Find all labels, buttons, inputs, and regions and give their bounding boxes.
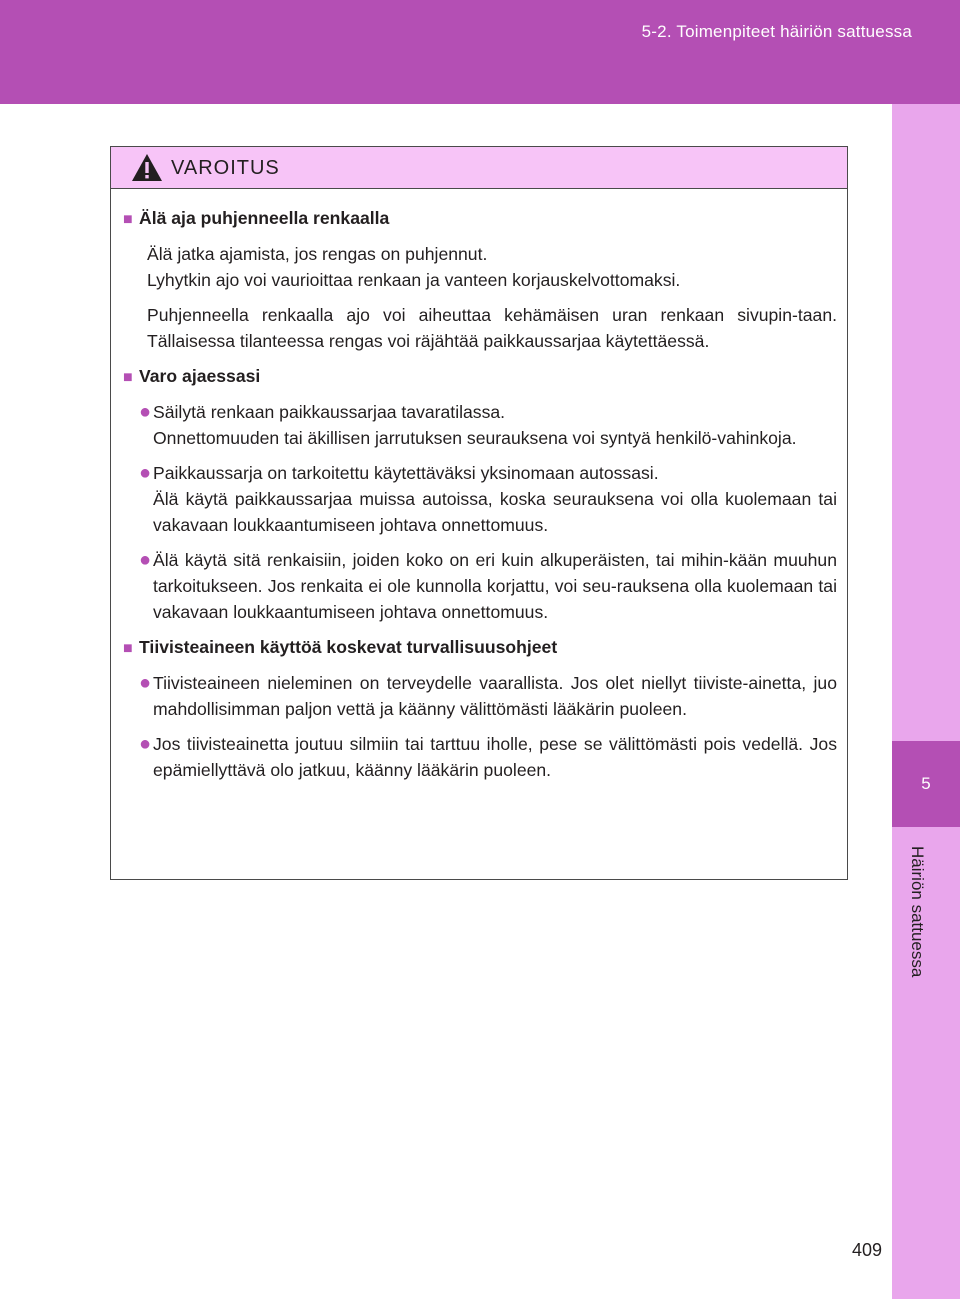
warning-body bbox=[111, 189, 847, 783]
section-heading: ■ Tiivisteaineen käyttöä koskevat turvallisuusohjeet bbox=[123, 634, 837, 662]
list-item: ● Tiivisteaineen nieleminen on terveydelle vaarallista. Jos olet niellyt tiiviste-ainetta, juo mahdollisimman paljon vettä ja käänny välittömästi lääkärin puoleen. bbox=[139, 670, 837, 722]
header-bar bbox=[0, 0, 960, 104]
list-item: ● Paikkaussarja on tarkoitettu käytettäväksi yksinomaan autossasi. Älä käytä paikkaussarjaa muissa autoissa, koska seurauksena voi olla kuolemaan tai vakavaan loukkaantumiseen johtava onnettomuus. bbox=[139, 460, 837, 538]
list-item: ● Älä käytä sitä renkaisiin, joiden koko on eri kuin alkuperäisten, tai mihin-kään muuhun tarkoitukseen. Jos renkaita ei ole kunnolla korjattu, voi seu-rauksena olla kuolemaan tai vakavaan loukkaantumiseen johtava onnettomuus. bbox=[139, 547, 837, 625]
section-heading: ■ Älä aja puhjenneella renkaalla bbox=[123, 205, 837, 233]
section-heading: ■ Varo ajaessasi bbox=[123, 363, 837, 391]
chapter-block bbox=[892, 741, 960, 827]
circle-bullet-icon: ● bbox=[139, 733, 152, 755]
warning-triangle-icon bbox=[131, 153, 163, 182]
circle-bullet-icon: ● bbox=[139, 462, 152, 484]
warning-header bbox=[111, 147, 847, 189]
paragraph: Älä jatka ajamista, jos rengas on puhjennut. Lyhytkin ajo voi vaurioittaa renkaan ja vanteen korjauskelvottomaksi. bbox=[147, 244, 681, 290]
square-bullet-icon: ■ bbox=[123, 640, 133, 657]
list-item: ● Jos tiivisteainetta joutuu silmiin tai tarttuu iholle, pese se välittömästi pois vedellä. Jos epämiellyttävä olo jatkuu, käänny lääkärin puoleen. bbox=[139, 731, 837, 783]
chapter-number: 5 bbox=[921, 774, 931, 793]
circle-bullet-icon: ● bbox=[139, 549, 152, 571]
chapter-title: Häiriön sattuessa bbox=[908, 846, 927, 978]
square-bullet-icon: ■ bbox=[123, 211, 133, 228]
page-number: 409 bbox=[851, 1240, 882, 1260]
warning-title: VAROITUS bbox=[171, 157, 280, 179]
warning-box bbox=[110, 146, 848, 880]
list-item: ● Säilytä renkaan paikkaussarjaa tavaratilassa. Onnettomuuden tai äkillisen jarrutuksen seurauksena voi syntyä henkilö-vahinkoja. bbox=[139, 399, 837, 451]
circle-bullet-icon: ● bbox=[139, 401, 152, 423]
side-tab bbox=[892, 104, 960, 1299]
paragraph: Puhjenneella renkaalla ajo voi aiheuttaa kehämäisen uran renkaan sivupin-taan. Tällaisessa tilanteessa rengas voi räjähtää paikkaussarjaa käytettäessä. bbox=[147, 305, 837, 351]
section-title: 5-2. Toimenpiteet häiriön sattuessa bbox=[641, 22, 912, 41]
square-bullet-icon: ■ bbox=[123, 369, 133, 386]
circle-bullet-icon: ● bbox=[139, 672, 152, 694]
